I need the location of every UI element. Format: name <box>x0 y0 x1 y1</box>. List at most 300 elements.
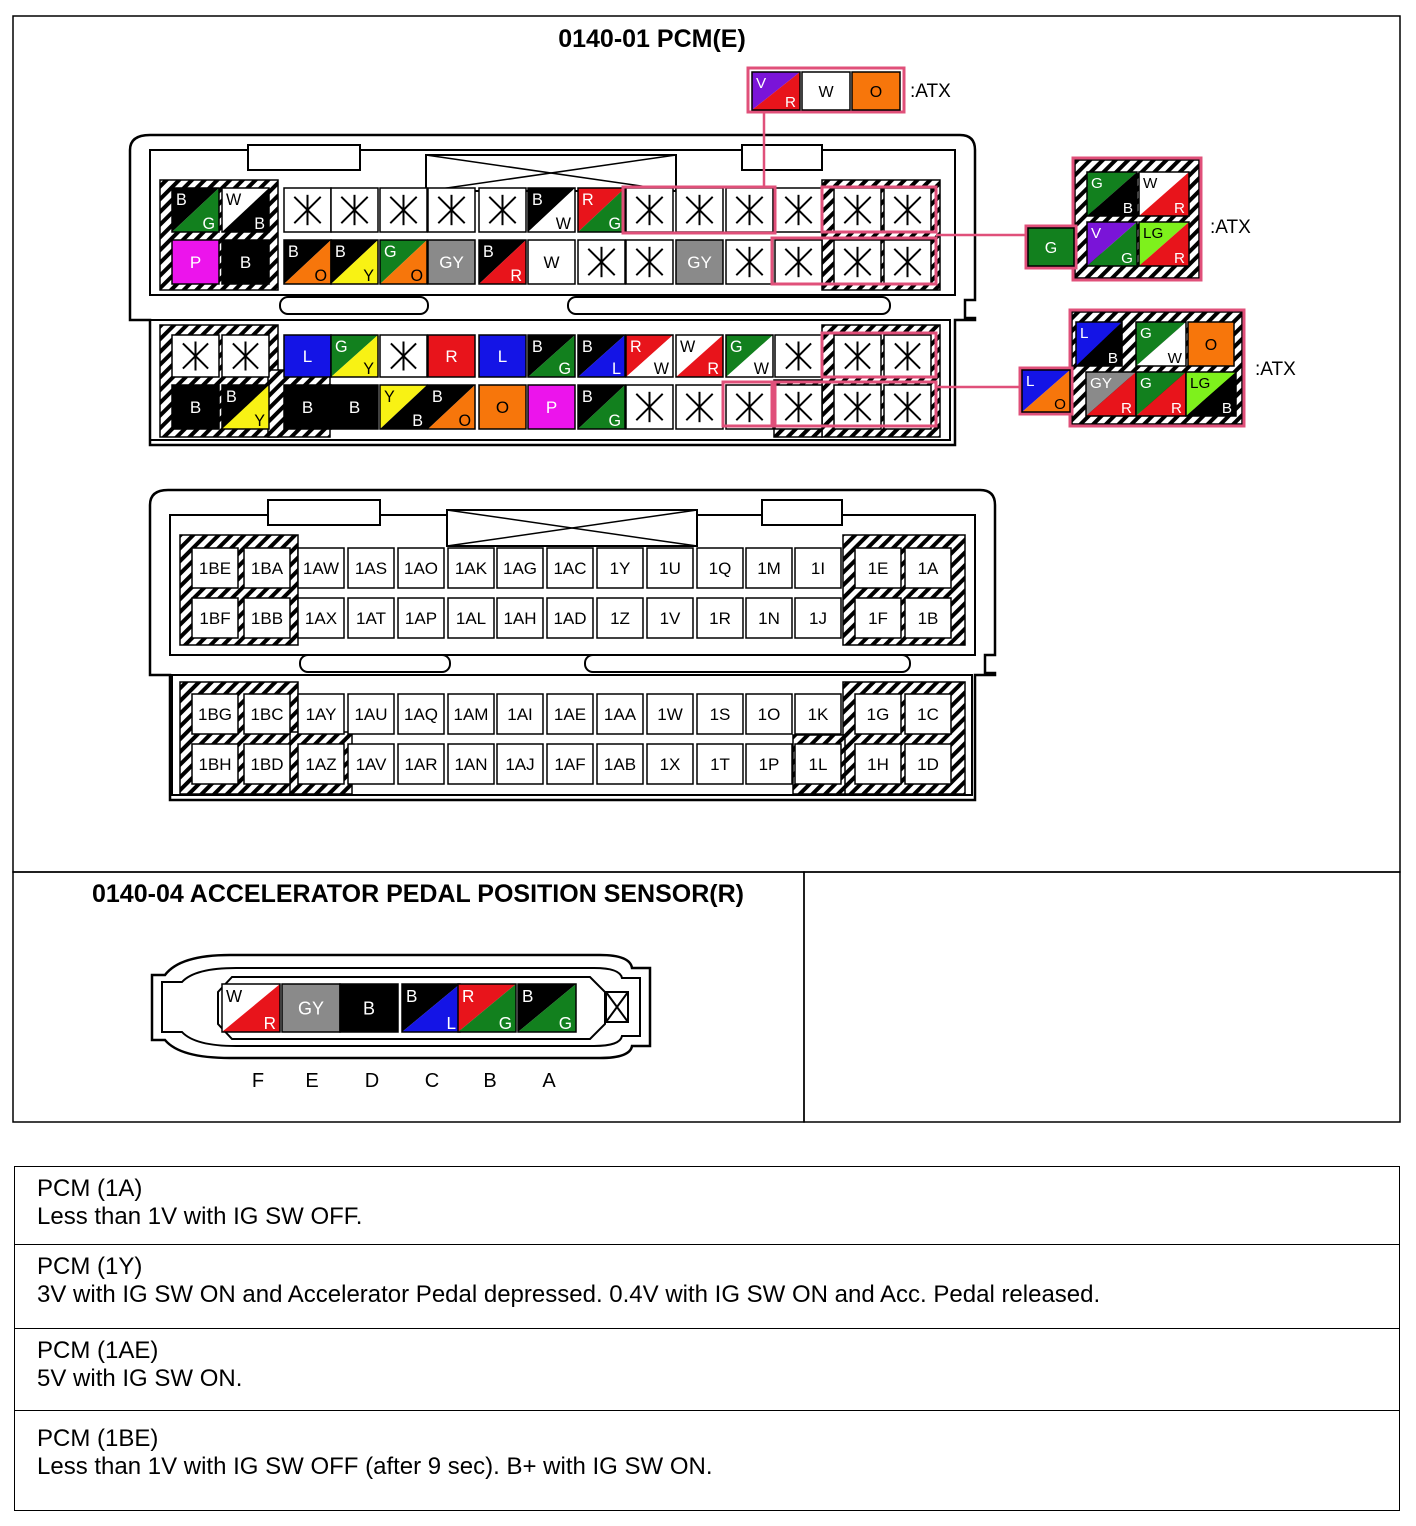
pin-color-label: L <box>302 347 313 367</box>
pin-number: 1F <box>868 609 888 628</box>
pin-color-label: W <box>1167 350 1182 367</box>
pin-number: 1E <box>867 559 889 578</box>
pin-color-label: G <box>1140 325 1152 342</box>
connector-pin <box>578 240 625 284</box>
pin-color-label: V <box>756 75 767 92</box>
connector-pin <box>222 188 269 233</box>
connector-pin <box>676 188 723 232</box>
pin-color-label: G <box>335 338 348 356</box>
pin-color-label: B <box>335 243 346 261</box>
pin-color-label: R <box>1121 400 1132 417</box>
pin-number: 1W <box>657 705 683 724</box>
pin-color-label: B <box>532 338 543 356</box>
pin-color-label: B <box>1221 400 1232 417</box>
pin-color-label: B <box>406 987 418 1006</box>
pin-number: 1AH <box>503 609 537 628</box>
pin-color-label: B <box>1122 200 1133 217</box>
connector-pin <box>528 188 575 233</box>
app-title: 0140-04 ACCELERATOR PEDAL POSITION SENSOR(R) <box>92 880 744 908</box>
connector-pin <box>528 335 575 378</box>
connector-pin <box>222 335 269 377</box>
connector-pin <box>172 240 219 284</box>
pin-cell <box>448 744 494 784</box>
pin-number: 1X <box>659 755 681 774</box>
pin-color-label: L <box>446 1014 456 1033</box>
pin-color-label: O <box>1204 336 1218 354</box>
pin-color-label: O <box>495 398 510 418</box>
pin-color-label: B <box>412 412 423 430</box>
pin-letter: E <box>305 1070 319 1092</box>
pin-cell <box>398 744 444 784</box>
note-text: 5V with IG SW ON. <box>37 1365 243 1392</box>
pcm-title: 0140-01 PCM(E) <box>558 25 746 53</box>
pin-number: 1AN <box>454 755 488 774</box>
connector-pin <box>1186 372 1236 417</box>
connector-pin <box>1139 222 1189 267</box>
pin-number: 1AL <box>455 609 487 628</box>
pin-number: 1Y <box>609 559 631 578</box>
connector-pin <box>1028 228 1074 266</box>
pin-cell <box>348 598 394 638</box>
pin-color-label: G <box>558 1014 572 1033</box>
pin-color-label: Y <box>384 388 395 406</box>
pin-color-label: R <box>510 267 522 285</box>
pin-color-label: GY <box>1090 375 1112 392</box>
pin-cell <box>547 744 593 784</box>
pin-number: 1A <box>917 559 939 578</box>
pin-color-label: W <box>226 191 242 209</box>
pin-color-label: P <box>545 398 558 418</box>
connector-pin <box>626 188 673 232</box>
connector-pin <box>222 240 269 284</box>
pin-color-label: G <box>1091 175 1103 192</box>
pcm-bottom-connector <box>150 490 995 800</box>
pin-color-label: O <box>1054 396 1066 413</box>
pin-number: 1AO <box>403 559 439 578</box>
pin-color-label: V <box>1091 225 1102 242</box>
pin-cell <box>244 694 290 734</box>
pin-cell <box>448 598 494 638</box>
pin-cell <box>448 694 494 734</box>
pin-number: 1Z <box>610 609 630 628</box>
note-title: PCM (1BE) <box>37 1425 159 1452</box>
pin-number: 1AG <box>502 559 538 578</box>
atx-label-low: :ATX <box>1255 359 1296 380</box>
pin-color-label: G <box>558 360 571 378</box>
pin-color-label: G <box>608 412 621 430</box>
pin-cell <box>855 694 901 734</box>
pin-number: 1AQ <box>403 705 439 724</box>
connector-pin <box>802 72 850 110</box>
pin-number: 1B <box>917 609 939 628</box>
connector-pin <box>834 335 881 377</box>
pin-color-label: W <box>753 360 769 378</box>
pin-color-label: W <box>555 215 571 233</box>
pin-number: 1BG <box>197 705 233 724</box>
pin-number: 1BH <box>198 755 232 774</box>
pin-number: 1AP <box>404 609 438 628</box>
connector-pin <box>775 188 822 232</box>
connector-pin <box>331 385 378 429</box>
pin-number: 1R <box>709 609 731 628</box>
pin-number: 1BF <box>199 609 231 628</box>
pin-number: 1AU <box>354 705 388 724</box>
connector-pin <box>578 335 625 378</box>
connector-pin <box>626 385 673 429</box>
pin-number: 1BE <box>198 559 232 578</box>
pin-color-label: G <box>1121 250 1133 267</box>
pin-color-label: L <box>1026 373 1035 390</box>
pin-cell <box>855 548 901 588</box>
pin-cell <box>905 694 951 734</box>
pin-number: 1BC <box>250 705 284 724</box>
pin-color-label: G <box>384 243 397 261</box>
pin-cell <box>597 694 643 734</box>
pin-cell <box>855 598 901 638</box>
pin-cell <box>647 694 693 734</box>
pin-cell <box>795 548 841 588</box>
pin-cell <box>697 744 743 784</box>
connector-pin <box>726 188 773 232</box>
pin-number: 1S <box>709 705 731 724</box>
pin-color-label: R <box>462 987 475 1006</box>
connector-pin <box>380 240 427 285</box>
pin-number: 1U <box>659 559 681 578</box>
pin-number: 1V <box>659 609 681 628</box>
pin-cell <box>398 548 444 588</box>
connector-pin <box>884 188 931 232</box>
pin-cell <box>398 598 444 638</box>
pin-cell <box>244 598 290 638</box>
pin-cell <box>905 548 951 588</box>
pin-color-label: B <box>582 388 593 406</box>
connector-pin <box>380 335 427 377</box>
pin-color-label: GY <box>439 253 464 273</box>
connector-pin <box>1139 172 1189 217</box>
connector-pin <box>852 72 900 110</box>
pin-color-label: W <box>226 987 243 1006</box>
pin-cell <box>547 598 593 638</box>
pin-number: 1D <box>917 755 939 774</box>
pin-number: 1AM <box>453 705 489 724</box>
connector-pin <box>282 984 340 1032</box>
atx-label-mid: :ATX <box>1210 217 1251 238</box>
connector-pin <box>479 188 526 232</box>
connector-pin <box>578 188 625 233</box>
pin-color-label: B <box>189 398 202 418</box>
connector-pin <box>726 240 773 284</box>
pin-color-label: B <box>532 191 543 209</box>
note-text: Less than 1V with IG SW OFF. <box>37 1203 363 1230</box>
pin-color-label: R <box>445 347 458 367</box>
pin-number: 1AZ <box>305 755 337 774</box>
connector-pin <box>775 385 822 429</box>
pin-letter: F <box>251 1070 265 1092</box>
pin-cell <box>746 598 792 638</box>
pin-cell <box>497 548 543 588</box>
pin-cell <box>298 548 344 588</box>
connector-pin <box>479 240 526 285</box>
pin-number: 1AR <box>404 755 438 774</box>
pin-number: 1BB <box>250 609 284 628</box>
note-title: PCM (1A) <box>37 1175 143 1202</box>
pin-number: 1J <box>809 609 827 628</box>
pin-color-label: B <box>348 398 361 418</box>
note-title: PCM (1AE) <box>37 1337 159 1364</box>
connector-pin <box>884 335 931 377</box>
connector-pin <box>528 240 575 284</box>
connector-pin <box>284 188 331 232</box>
connector-pin <box>1136 322 1186 367</box>
pin-number: 1AS <box>354 559 388 578</box>
pin-color-label: GY <box>297 998 325 1019</box>
pin-number: 1H <box>867 755 889 774</box>
connector-pin <box>172 335 219 377</box>
note-row <box>14 1167 1400 1245</box>
pin-color-label: G <box>730 338 743 356</box>
pin-number: 1G <box>866 705 890 724</box>
pin-color-label: Y <box>363 267 374 285</box>
pcm-top-connector <box>130 135 975 445</box>
connector-pin <box>834 188 881 232</box>
note-text: Less than 1V with IG SW OFF (after 9 sec). B+ with IG SW ON. <box>37 1453 713 1480</box>
connector-pin <box>479 335 526 377</box>
pin-cell <box>597 598 643 638</box>
pin-cell <box>746 548 792 588</box>
connector-pin <box>428 240 475 284</box>
pin-color-label: R <box>263 1014 276 1033</box>
pin-number: 1N <box>758 609 780 628</box>
pin-color-label: G <box>608 215 621 233</box>
pin-color-label: B <box>288 243 299 261</box>
pin-cell <box>597 744 643 784</box>
pin-number: 1P <box>758 755 780 774</box>
pin-color-label: R <box>1174 200 1185 217</box>
pin-color-label: L <box>612 360 621 378</box>
pin-color-label: W <box>818 83 834 101</box>
connector-pin <box>626 240 673 284</box>
pin-number: 1AC <box>553 559 587 578</box>
pin-color-label: O <box>458 412 471 430</box>
pin-cell <box>244 744 290 784</box>
connector-pin <box>518 984 576 1033</box>
pin-number: 1M <box>757 559 781 578</box>
pin-cell <box>905 744 951 784</box>
pin-number: 1I <box>810 559 826 578</box>
pin-color-label: W <box>1143 175 1158 192</box>
pin-cell <box>298 744 344 784</box>
pin-color-label: GY <box>687 253 712 273</box>
pin-number: 1AT <box>356 609 386 628</box>
connector-pin <box>402 984 460 1033</box>
note-text: 3V with IG SW ON and Accelerator Pedal depressed. 0.4V with IG SW ON and Acc. Pedal released. <box>37 1281 1101 1308</box>
pin-color-label: B <box>176 191 187 209</box>
pin-number: 1AV <box>355 755 387 774</box>
pin-number: 1AJ <box>505 755 535 774</box>
pin-letter: C <box>424 1070 440 1092</box>
connector-pin <box>1086 372 1136 417</box>
pin-cell <box>192 744 238 784</box>
connector-pin <box>1022 370 1070 413</box>
pin-cell <box>697 598 743 638</box>
connector-pin <box>726 335 773 378</box>
note-title: PCM (1Y) <box>37 1253 143 1280</box>
pin-cell <box>697 548 743 588</box>
connector-pin <box>428 335 475 377</box>
pin-number: 1BD <box>250 755 284 774</box>
pin-number: 1AI <box>507 705 533 724</box>
pin-cell <box>192 598 238 638</box>
connector-pin <box>172 385 219 429</box>
pin-color-label: R <box>707 360 719 378</box>
pin-cell <box>244 548 290 588</box>
connector-pin <box>775 240 822 284</box>
pin-color-label: R <box>630 338 642 356</box>
pin-number: 1AF <box>554 755 586 774</box>
pin-color-label: R <box>582 191 594 209</box>
connector-pin <box>528 385 575 429</box>
connector-pin <box>834 385 881 429</box>
pin-cell <box>697 694 743 734</box>
pin-color-label: B <box>432 388 443 406</box>
connector-pin <box>222 984 280 1033</box>
empty-panel-frame <box>804 872 1400 1122</box>
pin-cell <box>298 694 344 734</box>
connector-pin <box>284 240 331 285</box>
connector-pin <box>172 188 219 233</box>
pin-color-label: O <box>314 267 327 285</box>
pin-cell <box>448 548 494 588</box>
pin-color-label: L <box>497 347 508 367</box>
connector-pin <box>1087 172 1137 217</box>
connector-pin <box>380 188 427 232</box>
connector-pin <box>222 385 269 430</box>
pin-cell <box>497 744 543 784</box>
connector-pin <box>884 385 931 429</box>
connector-pin <box>884 240 931 284</box>
pin-cell <box>497 598 543 638</box>
pin-cell <box>192 548 238 588</box>
pin-number: 1L <box>808 755 828 774</box>
pin-letter: A <box>542 1070 556 1092</box>
connector-pin <box>380 385 427 430</box>
pin-cell <box>647 744 693 784</box>
connector-pin <box>479 385 526 429</box>
pin-cell <box>855 744 901 784</box>
pin-cell <box>905 598 951 638</box>
pin-cell <box>647 548 693 588</box>
pin-number: 1C <box>917 705 939 724</box>
pin-cell <box>547 548 593 588</box>
connector-pin <box>331 188 378 232</box>
connector-pin <box>775 335 822 377</box>
pin-color-label: G <box>1140 375 1152 392</box>
pin-color-label: B <box>226 388 237 406</box>
connector-pin <box>458 984 516 1033</box>
pin-color-label: B <box>483 243 494 261</box>
pin-number: 1K <box>807 705 829 724</box>
pin-color-label: W <box>680 338 696 356</box>
pin-color-label: G <box>498 1014 512 1033</box>
pin-number: 1AA <box>603 705 637 724</box>
pin-cell <box>795 694 841 734</box>
pin-number: 1AD <box>553 609 587 628</box>
pin-letter: B <box>483 1070 497 1092</box>
connector-pin <box>1076 322 1122 367</box>
pin-color-label: LG <box>1143 225 1164 242</box>
connector-pin <box>284 385 331 429</box>
pin-color-label: W <box>543 253 560 273</box>
pin-color-label: O <box>869 83 883 101</box>
pin-color-label: R <box>1174 250 1185 267</box>
connector-pin <box>428 188 475 232</box>
pin-color-label: O <box>410 267 423 285</box>
pin-color-label: L <box>1080 325 1089 342</box>
pin-cell <box>348 694 394 734</box>
connector-pin <box>284 335 331 377</box>
pin-cell <box>647 598 693 638</box>
pin-color-label: LG <box>1190 375 1211 392</box>
connector-pin <box>340 984 398 1032</box>
pin-color-label: G <box>1044 239 1058 257</box>
pin-color-label: B <box>522 987 534 1006</box>
connector-pin <box>428 385 475 430</box>
pin-color-label: B <box>362 998 376 1019</box>
pin-letter: D <box>364 1070 380 1092</box>
pin-number: 1AB <box>603 755 637 774</box>
connector-pin <box>1087 222 1137 267</box>
pin-number: 1AK <box>454 559 488 578</box>
connector-pin <box>1136 372 1186 417</box>
pin-color-label: B <box>1107 350 1118 367</box>
connector-pin <box>578 385 625 430</box>
pin-cell <box>795 744 841 784</box>
pin-cell <box>597 548 643 588</box>
connector-pin <box>834 240 881 284</box>
connector-pin <box>676 385 723 429</box>
pin-color-label: B <box>254 215 265 233</box>
pin-number: 1BA <box>250 559 284 578</box>
connector-pin <box>331 240 378 285</box>
pin-color-label: B <box>239 253 252 273</box>
pin-cell <box>348 548 394 588</box>
pin-color-label: R <box>1171 400 1182 417</box>
connector-pin <box>1188 322 1234 366</box>
pin-number: 1AY <box>305 705 337 724</box>
pin-cell <box>348 744 394 784</box>
pin-number: 1O <box>757 705 781 724</box>
pin-cell <box>746 744 792 784</box>
pin-cell <box>795 598 841 638</box>
pin-color-label: B <box>582 338 593 356</box>
connector-pin <box>726 385 773 429</box>
pin-cell <box>298 598 344 638</box>
pin-color-label: Y <box>254 412 265 430</box>
connector-pin <box>676 240 723 284</box>
pin-cell <box>398 694 444 734</box>
app-sensor-connector <box>152 955 650 1092</box>
note-row <box>14 1411 1400 1511</box>
pin-number: 1AE <box>553 705 587 724</box>
pin-color-label: P <box>189 253 202 273</box>
note-row <box>14 1245 1400 1329</box>
pin-cell <box>497 694 543 734</box>
pin-cell <box>192 694 238 734</box>
pin-color-label: W <box>653 360 669 378</box>
notes-table <box>14 1166 1400 1511</box>
pin-color-label: R <box>785 94 796 111</box>
pin-color-label: G <box>202 215 215 233</box>
